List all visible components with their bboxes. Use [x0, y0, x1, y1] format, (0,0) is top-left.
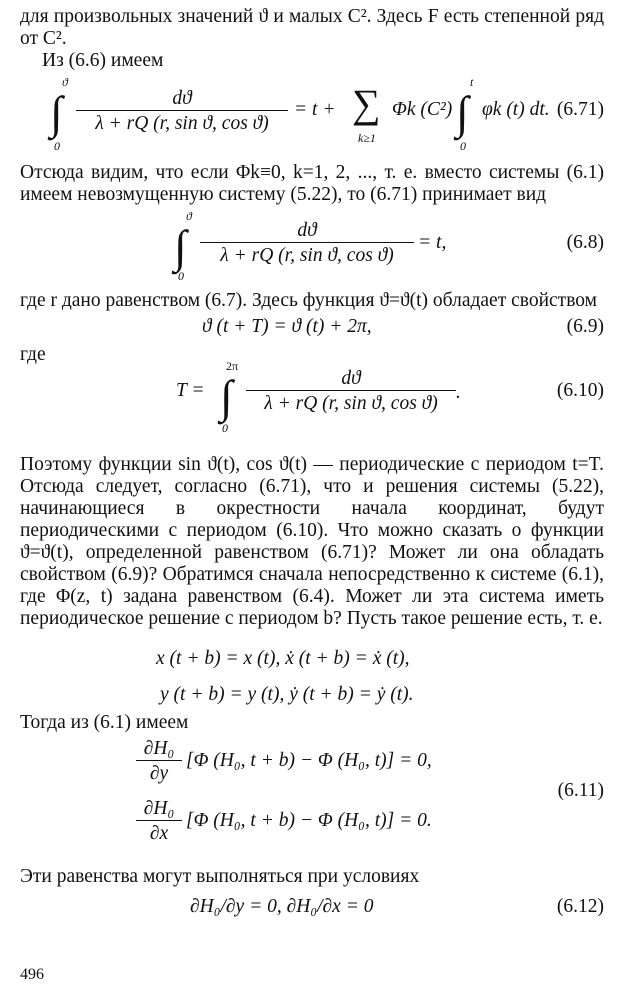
- equation-6-7-1: [20, 72, 604, 160]
- intro-6-6: Из (6.6) имеем: [42, 50, 164, 71]
- integral-lower-limit: 0: [178, 269, 184, 283]
- where-label: где: [20, 344, 46, 365]
- integral-lower-limit: 0: [222, 421, 228, 435]
- equation-label: (6.71): [556, 99, 604, 120]
- expression: y (t + b) = y (t), ẏ (t + b) = ẏ (t).: [160, 684, 414, 705]
- tail: .: [456, 382, 461, 403]
- page-number: 496: [20, 966, 44, 983]
- rhs-part-1: = t +: [294, 99, 336, 120]
- equation-label: (6.9): [566, 316, 604, 337]
- fraction-dy: [136, 738, 182, 785]
- paragraph-5: Тогда из (6.1) имеем: [20, 712, 189, 733]
- paragraph-2: Отсюда видим, что если Φk≡0, k=1, 2, ..., т. е. вместо системы (6.1) имеем невозмущенную систему (5.22), то (6.71) принимает вид: [20, 162, 604, 205]
- expression: x (t + b) = x (t), ẋ (t + b) = ẋ (t),: [156, 648, 410, 669]
- integral-upper-limit: ϑ: [186, 209, 192, 223]
- numerator: ∂H₀: [143, 738, 175, 759]
- fraction: [246, 368, 456, 415]
- expression: ϑ (t + T) = ϑ (t) + 2π,: [202, 316, 372, 337]
- denominator: ∂y: [136, 760, 182, 785]
- equation-label: (6.8): [566, 232, 604, 253]
- denominator: λ + rQ (r, sin ϑ, cos ϑ): [246, 390, 456, 415]
- paragraph-3: где r дано равенством (6.7). Здесь функция ϑ=ϑ(t) обладает свойством: [20, 290, 597, 311]
- integral-sign: ∫: [174, 221, 187, 272]
- numerator: dϑ: [297, 220, 317, 241]
- page-body: [20, 6, 604, 922]
- sum-sign: ∑: [352, 81, 381, 126]
- numerator: dϑ: [341, 368, 361, 389]
- denominator: λ + rQ (r, sin ϑ, cos ϑ): [200, 242, 414, 267]
- paragraph-6: Эти равенства могут выполняться при условиях: [20, 866, 420, 887]
- rhs-part-3: φk (t) dt.: [482, 99, 550, 120]
- paragraph-4: Поэтому функции sin ϑ(t), cos ϑ(t) — периодические с периодом t=T. Отсюда следует, согласно (6.71), что и решения системы (5.22), начинающиеся в окрестности начала координат, будут периодическими с периодом (6.10). Что можно сказать о функции ϑ=ϑ(t), определенной равенством (6.71)? Может ли она обладать свойством (6.9)? Обратимся сначала непосредственно к системе (6.1), где Φ(z, t) задана равенством (6.4). Может ли эта система иметь периодическое решение с периодом b? Пусть такое решение есть, т. е.: [20, 454, 604, 629]
- equation-label: (6.10): [556, 380, 604, 401]
- rhs: = t,: [418, 232, 447, 253]
- equation-6-8: [20, 206, 604, 290]
- lhs: T =: [176, 380, 205, 401]
- expression: ∂H₀/∂y = 0, ∂H₀/∂x = 0: [190, 896, 374, 917]
- integral-upper-limit: 2π: [226, 359, 239, 373]
- equation-x-periodic: [20, 640, 604, 678]
- equation-label: (6.11): [557, 780, 604, 801]
- numerator: ∂H₀: [143, 798, 175, 819]
- denominator: λ + rQ (r, sin ϑ, cos ϑ): [76, 110, 288, 135]
- numerator: dϑ: [172, 88, 192, 109]
- integral2-sign: ∫: [456, 87, 469, 138]
- rhs-2: [Φ (H₀, t + b) − Φ (H₀, t)] = 0.: [186, 810, 432, 831]
- equation-6-9: [20, 312, 604, 344]
- equation-6-12: [20, 888, 604, 922]
- integral-sign: ∫: [50, 87, 63, 138]
- equation-y-periodic: [20, 678, 604, 712]
- integral-upper-limit: ϑ: [62, 75, 68, 89]
- fraction-dx: [136, 798, 182, 845]
- rhs-1: [Φ (H₀, t + b) − Φ (H₀, t)] = 0,: [186, 750, 432, 771]
- equation-6-10: [20, 359, 604, 454]
- fraction: [76, 88, 288, 135]
- integral-lower-limit: 0: [54, 139, 60, 153]
- denominator: ∂x: [136, 820, 182, 845]
- rhs-part-2: Φk (C²): [392, 99, 453, 120]
- sum-index: k≥1: [358, 131, 376, 145]
- equation-label: (6.12): [556, 896, 604, 917]
- integral2-upper-limit: t: [470, 75, 474, 89]
- paragraph-1: для произвольных значений ϑ и малых C². Здесь F есть степенной ряд от C².: [20, 6, 604, 49]
- integral2-lower-limit: 0: [460, 139, 466, 153]
- integral-sign: ∫: [220, 371, 233, 422]
- equation-6-11: [20, 734, 604, 860]
- fraction: [200, 220, 414, 267]
